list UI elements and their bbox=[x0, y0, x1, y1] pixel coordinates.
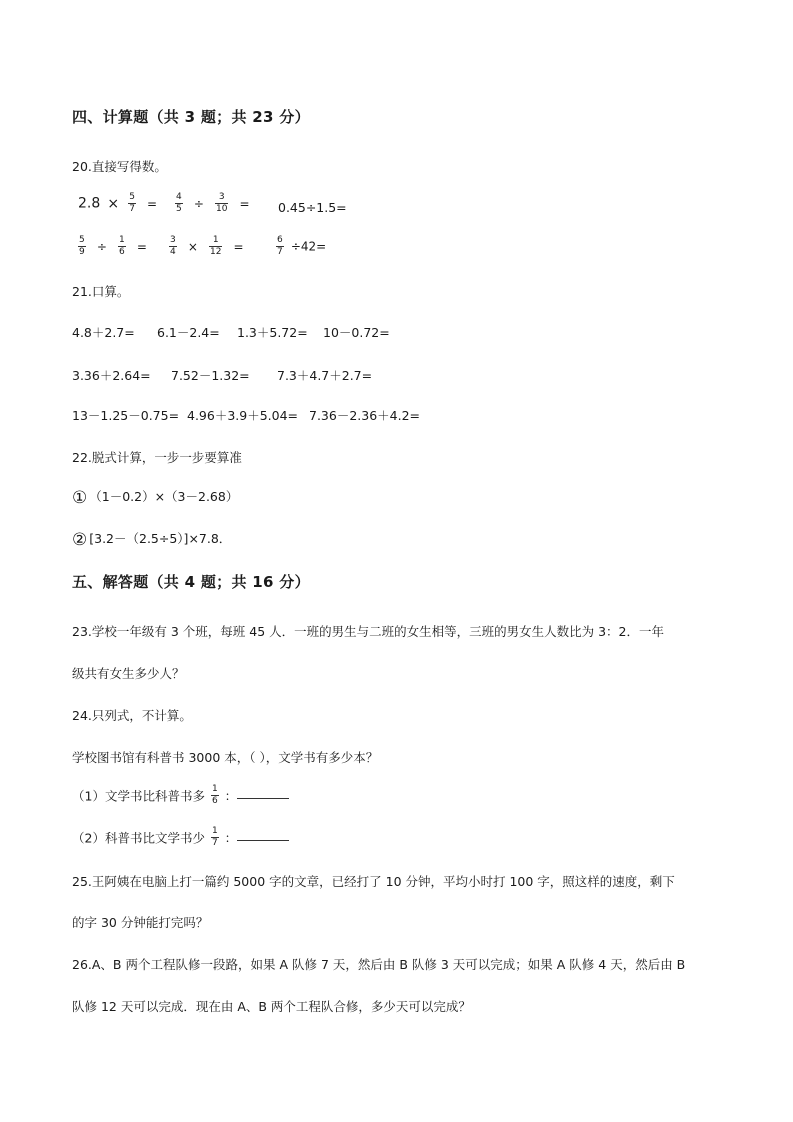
q21-prompt: 21.口算。 bbox=[72, 284, 130, 299]
fraction: $\frac{5}{9}$ bbox=[79, 235, 85, 257]
fraction: $\frac{1}{7}$ bbox=[211, 826, 218, 848]
q24-sub-2: （2）科普书比文学书少 $\frac{1}{7}$ ： bbox=[72, 826, 289, 849]
fraction: $\frac{1}{12}$ bbox=[209, 235, 222, 257]
q20-r2-c: $\frac{6}{7}$ ÷42= bbox=[277, 235, 327, 257]
q25-line-1: 25.王阿姨在电脑上打一篇约 5000 字的文章，已经打了 10 分钟，平均小时打 100 字，照这样的速度，剩下 bbox=[72, 874, 675, 889]
q24-prompt: 24.只列式，不计算。 bbox=[72, 708, 192, 723]
q21-r2-2: 7.52－1.32= bbox=[171, 368, 250, 383]
q23-line-1: 23.学校一年级有 3 个班，每班 45 人．一班的男生与二班的女生相等，三班的男女生人数比为 3：2．一年 bbox=[72, 624, 665, 639]
q21-r3-3: 7.36－2.36＋4.2= bbox=[309, 408, 421, 423]
section-title-calculation: 四、计算题（共 3 题；共 23 分） bbox=[72, 108, 310, 126]
answer-blank[interactable] bbox=[237, 786, 289, 799]
fraction: $\frac{1}{6}$ bbox=[211, 784, 218, 806]
q20-r2-b: $\frac{3}{4}$ × $\frac{1}{12}$ = bbox=[170, 235, 244, 257]
q22-prompt: 22.脱式计算，一步一步要算准 bbox=[72, 450, 242, 465]
fraction: $\frac{3}{10}$ bbox=[215, 192, 228, 214]
q24-stem: 学校图书馆有科普书 3000 本，（ ），文学书有多少本？ bbox=[72, 750, 379, 765]
fraction: $\frac{1}{6}$ bbox=[118, 235, 125, 257]
q21-r1-3: 1.3＋5.72= bbox=[237, 325, 308, 340]
fraction: $\frac{4}{5}$ bbox=[176, 192, 182, 214]
q22-item-2: ② [3.2－（2.5÷5）]×7.8． bbox=[72, 529, 232, 550]
q20-prompt: 20.直接写得数。 bbox=[72, 159, 167, 174]
q21-r3-1: 13－1.25－0.75= bbox=[72, 408, 180, 423]
q23-line-2: 级共有女生多少人？ bbox=[72, 666, 185, 681]
q22-item-1: ① （1－0.2）×（3－2.68） bbox=[72, 487, 239, 508]
q21-r3-2: 4.96＋3.9＋5.04= bbox=[187, 408, 299, 423]
q20-r1-c: 0.45÷1.5= bbox=[278, 200, 347, 215]
q20-r1-b: $\frac{4}{5}$ ÷ $\frac{3}{10}$ = bbox=[176, 192, 250, 214]
section-title-word-problems: 五、解答题（共 4 题；共 16 分） bbox=[72, 573, 310, 591]
q26-line-1: 26.A、B 两个工程队修一段路，如果 A 队修 7 天，然后由 B 队修 3 天可以完成；如果 A 队修 4 天，然后由 B bbox=[72, 957, 686, 972]
fraction: $\frac{6}{7}$ bbox=[277, 235, 283, 257]
fraction: $\frac{5}{7}$ bbox=[129, 192, 135, 214]
q21-r1-4: 10－0.72= bbox=[323, 325, 390, 340]
q20-r2-a: $\frac{5}{9}$ ÷ $\frac{1}{6}$ = bbox=[79, 235, 147, 257]
q24-sub-1: （1）文学书比科普书多 $\frac{1}{6}$ ： bbox=[72, 784, 289, 807]
answer-blank[interactable] bbox=[237, 828, 289, 841]
q20-r1-a-lead: 2.8 bbox=[78, 195, 101, 212]
q21-r1-1: 4.8＋2.7= bbox=[72, 325, 135, 340]
q21-r2-3: 7.3＋4.7＋2.7= bbox=[277, 368, 373, 383]
fraction: $\frac{3}{4}$ bbox=[170, 235, 176, 257]
q20-r1-a: 2.8 × $\frac{5}{7}$ = bbox=[78, 192, 158, 214]
q21-r2-1: 3.36＋2.64= bbox=[72, 368, 151, 383]
q20-r1-a-op: × bbox=[107, 195, 120, 212]
q25-line-2: 的字 30 分钟能打完吗？ bbox=[72, 915, 209, 930]
q21-r1-2: 6.1－2.4= bbox=[157, 325, 220, 340]
q26-line-2: 队修 12 天可以完成．现在由 A、B 两个工程队合修，多少天可以完成？ bbox=[72, 999, 471, 1014]
